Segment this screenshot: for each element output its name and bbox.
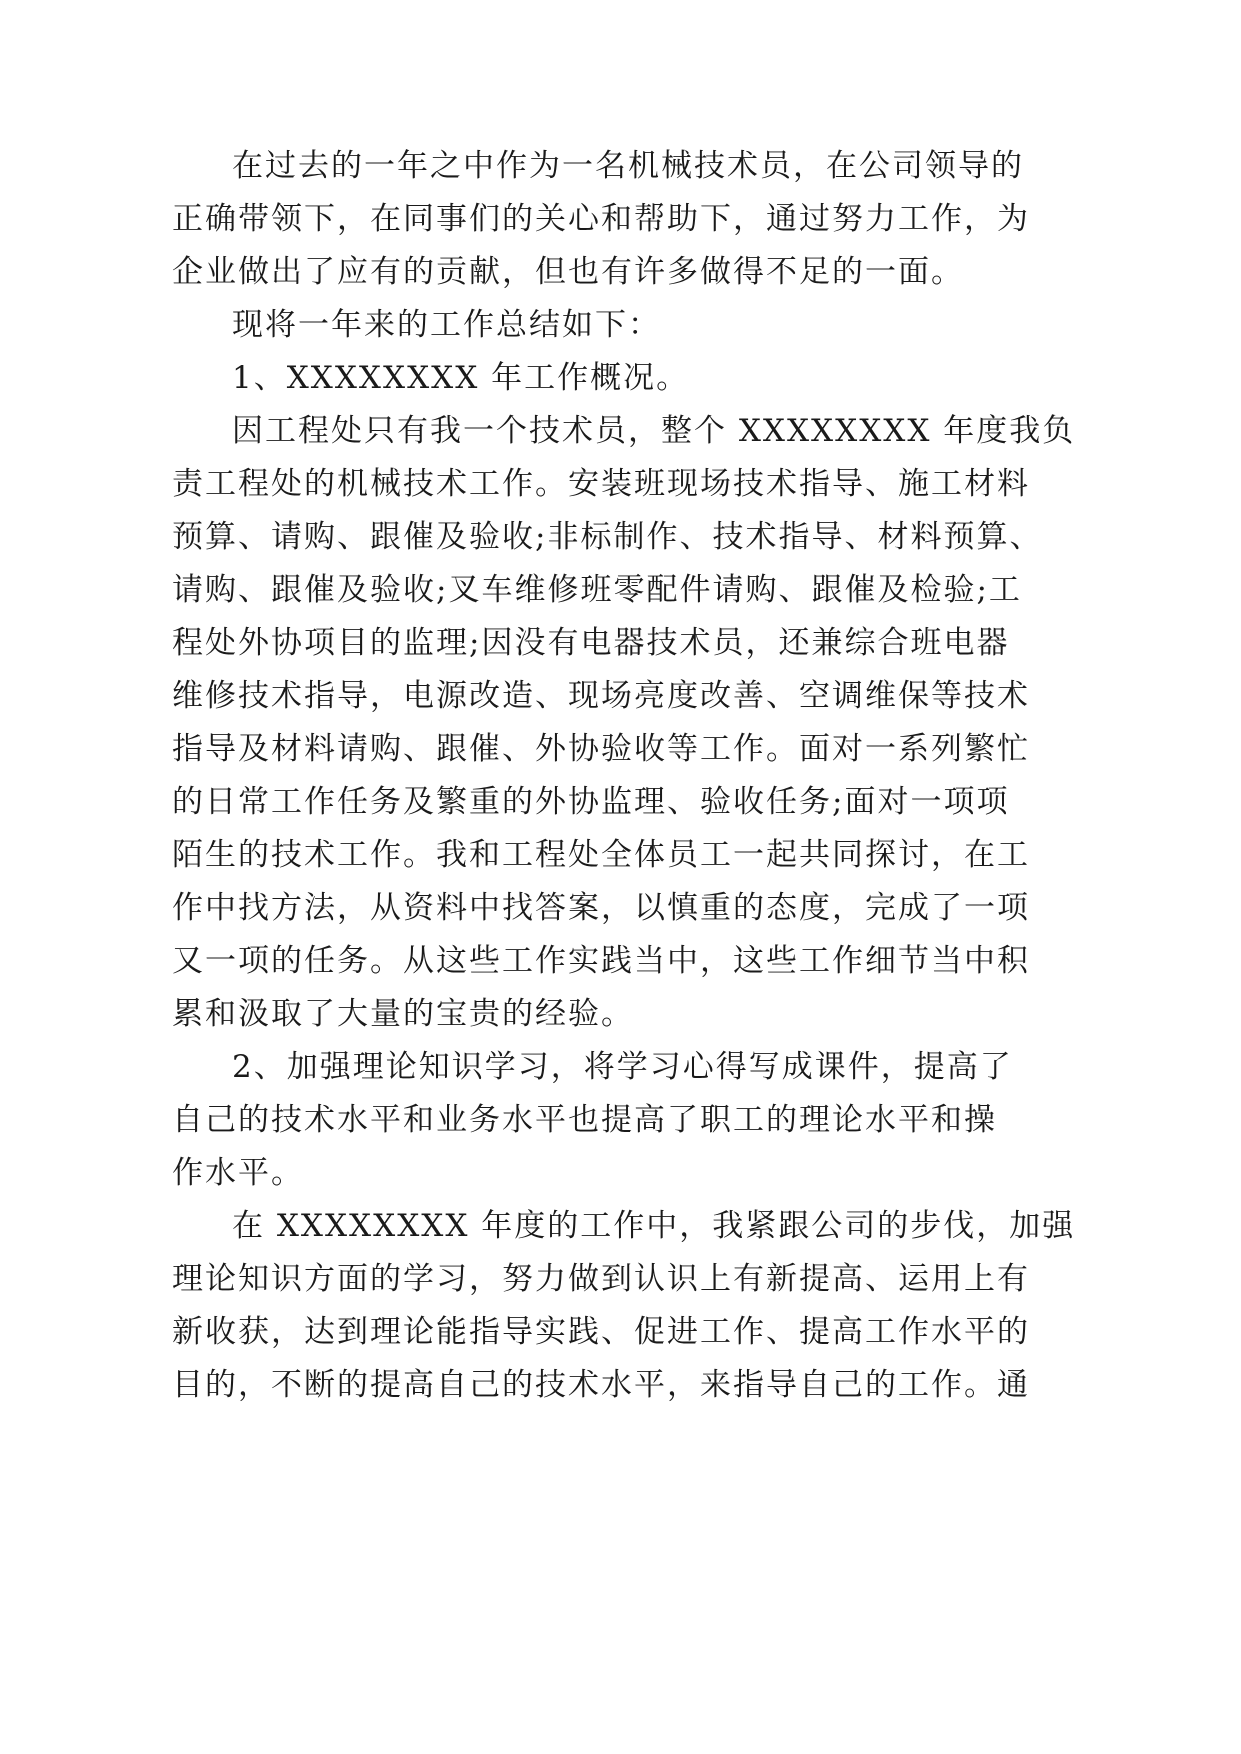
text-line: 在过去的一年之中作为一名机械技术员，在公司领导的	[232, 148, 1024, 184]
text-line: 预算、请购、跟催及验收;非标制作、技术指导、材料预算、	[172, 519, 1043, 555]
text-line: 企业做出了应有的贡献，但也有许多做得不足的一面。	[172, 254, 964, 290]
text-line: 自己的技术水平和业务水平也提高了职工的理论水平和操	[172, 1102, 997, 1138]
text-line: 新收获，达到理论能指导实践、促进工作、提高工作水平的	[172, 1314, 1030, 1350]
text-line: 的日常工作任务及繁重的外协监理、验收任务;面对一项项	[172, 784, 1010, 820]
text-line: 现将一年来的工作总结如下：	[232, 307, 661, 343]
text-line: 累和汲取了大量的宝贵的经验。	[172, 996, 634, 1032]
text-line: 2、加强理论知识学习，将学习心得写成课件，提高了	[232, 1049, 1013, 1085]
text-line: 作中找方法，从资料中找答案，以慎重的态度，完成了一项	[172, 890, 1030, 926]
text-line: 责工程处的机械技术工作。安装班现场技术指导、施工材料	[172, 466, 1030, 502]
text-line: 请购、跟催及验收;叉车维修班零配件请购、跟催及检验;工	[172, 572, 1022, 608]
text-line: 在 XXXXXXXX 年度的工作中，我紧跟公司的步伐，加强	[232, 1208, 1076, 1244]
text-line: 程处外协项目的监理;因没有电器技术员，还兼综合班电器	[172, 625, 1010, 661]
text-line: 维修技术指导，电源改造、现场亮度改善、空调维保等技术	[172, 678, 1030, 714]
text-line: 陌生的技术工作。我和工程处全体员工一起共同探讨，在工	[172, 837, 1030, 873]
text-line: 理论知识方面的学习，努力做到认识上有新提高、运用上有	[172, 1261, 1030, 1297]
text-line: 正确带领下，在同事们的关心和帮助下，通过努力工作，为	[172, 201, 1030, 237]
text-line: 因工程处只有我一个技术员，整个 XXXXXXXX 年度我负	[232, 413, 1076, 449]
text-line: 作水平。	[172, 1155, 304, 1191]
text-line: 又一项的任务。从这些工作实践当中，这些工作细节当中积	[172, 943, 1030, 979]
text-line: 1、XXXXXXXX 年工作概况。	[232, 360, 690, 396]
text-line: 目的，不断的提高自己的技术水平，来指导自己的工作。通	[172, 1367, 1030, 1403]
text-line: 指导及材料请购、跟催、外协验收等工作。面对一系列繁忙	[172, 731, 1030, 767]
